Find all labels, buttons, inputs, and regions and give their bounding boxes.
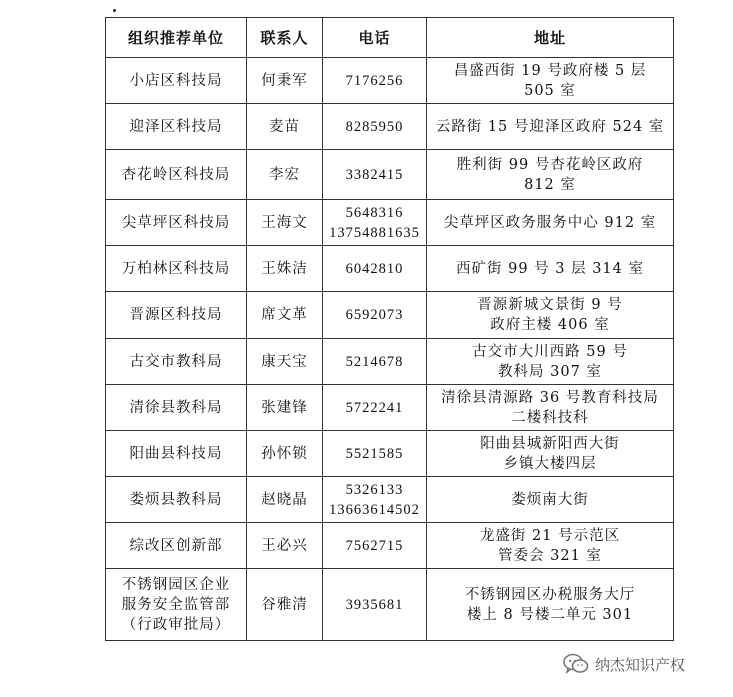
address-cell-text: 楼上 8 号楼二单元 301 (466, 606, 634, 623)
unit-cell (106, 58, 247, 104)
unit-cell (106, 150, 247, 200)
address-cell (427, 200, 674, 246)
unit-cell-text: 不锈钢园区企业 (121, 576, 231, 593)
table-row (106, 339, 674, 385)
unit-cell (106, 246, 247, 292)
address-cell-text: 不锈钢园区办税服务大厅 (464, 586, 636, 603)
contact-cell (247, 431, 323, 477)
unit-cell (106, 477, 247, 523)
table-row (106, 246, 674, 292)
contact-table (105, 17, 674, 641)
unit-cell (106, 523, 247, 569)
contact-cell (247, 385, 323, 431)
address-cell-text: 政府主楼 406 室 (490, 317, 610, 333)
phone-cell (323, 339, 427, 385)
table-row (106, 431, 674, 477)
contact-cell (247, 292, 323, 339)
unit-cell (106, 569, 247, 641)
address-cell (427, 569, 674, 641)
unit-cell-text: 杏花岭区科技局 (121, 166, 231, 183)
address-cell-text: 胜利街 99 号杏花岭区政府 (456, 156, 644, 173)
phone-cell (323, 104, 427, 150)
table-row (106, 569, 674, 641)
address-cell-text: 古交市大川西路 59 号 (472, 343, 628, 360)
contact-cell (247, 339, 323, 385)
unit-cell-text: 尖草坪区科技局 (121, 214, 231, 231)
address-cell-text: 清徐县清源路 36 号教育科技局 (441, 389, 659, 406)
unit-cell-text: 服务安全监管部 (121, 596, 231, 613)
contact-cell (247, 569, 323, 641)
unit-cell (106, 292, 247, 339)
unit-cell-text: 综改区创新部 (129, 537, 223, 554)
address-cell-text: 管委会 321 室 (498, 547, 602, 564)
contact-cell-text: 何秉军 (261, 72, 308, 89)
header-address: 地址 (427, 18, 674, 58)
address-cell-text: 龙盛街 21 号示范区 (479, 527, 621, 544)
table-row (106, 150, 674, 200)
stray-dot (113, 9, 116, 12)
address-cell-text: 乡镇大楼四层 (503, 455, 597, 472)
address-cell (427, 431, 674, 477)
phone-cell-text: 5326133 (345, 481, 404, 498)
unit-cell-text: （行政审批局） (121, 616, 231, 633)
address-cell (427, 292, 674, 339)
contact-cell-text: 王海文 (261, 214, 308, 231)
unit-cell (106, 385, 247, 431)
address-cell-text: 西矿街 99 号 3 层 314 室 (455, 260, 644, 277)
contact-cell (247, 104, 323, 150)
unit-cell (106, 200, 247, 246)
contact-cell-text: 李宏 (269, 166, 300, 183)
address-cell (427, 523, 674, 569)
address-cell-text: 二楼科技科 (511, 409, 589, 426)
header-phone: 电话 (323, 18, 427, 58)
phone-cell-text: 7562715 (345, 537, 404, 554)
address-cell-text: 505 室 (524, 82, 576, 99)
contact-cell-text: 麦苗 (269, 118, 300, 135)
watermark (563, 650, 685, 678)
table-row (106, 104, 674, 150)
unit-cell-text: 古交市教科局 (129, 353, 223, 370)
phone-cell (323, 150, 427, 200)
phone-cell-text: 8285950 (345, 118, 404, 135)
phone-cell (323, 569, 427, 641)
contact-cell (247, 523, 323, 569)
address-cell (427, 385, 674, 431)
unit-cell-text: 小店区科技局 (129, 72, 223, 89)
header-contact: 联系人 (247, 18, 323, 58)
phone-cell-text: 13663614502 (329, 501, 420, 518)
phone-cell (323, 385, 427, 431)
contact-cell (247, 150, 323, 200)
table-row (106, 385, 674, 431)
contact-cell (247, 58, 323, 104)
address-cell-text: 阳曲县城新阳西大街 (480, 435, 620, 452)
contact-cell-text: 张建锋 (261, 399, 308, 416)
phone-cell-text: 3935681 (345, 596, 404, 613)
unit-cell-text: 迎泽区科技局 (129, 118, 223, 135)
address-cell (427, 104, 674, 150)
phone-cell-text: 5521585 (345, 445, 404, 462)
header-unit: 组织推荐单位 (106, 18, 247, 58)
contact-cell-text: 赵晓晶 (261, 491, 308, 508)
address-cell (427, 58, 674, 104)
contact-cell-text: 席文革 (261, 307, 308, 323)
contact-cell-text: 谷雅清 (261, 596, 308, 613)
phone-cell (323, 292, 427, 339)
unit-cell (106, 431, 247, 477)
contact-cell-text: 孙怀锁 (261, 445, 308, 462)
phone-cell (323, 523, 427, 569)
wechat-icon (563, 652, 589, 676)
contact-cell-text: 王姝洁 (261, 260, 308, 277)
phone-cell (323, 58, 427, 104)
unit-cell-text: 阳曲县科技局 (129, 445, 223, 462)
address-cell-text: 尖草坪区政务服务中心 912 室 (443, 214, 657, 231)
contact-cell (247, 246, 323, 292)
unit-cell-text: 娄烦县教科局 (129, 491, 223, 508)
address-cell-text: 教科局 307 室 (498, 363, 602, 380)
phone-cell-text: 6042810 (345, 260, 404, 277)
phone-cell (323, 246, 427, 292)
phone-cell-text: 5648316 (345, 204, 404, 221)
phone-cell-text: 7176256 (345, 72, 404, 89)
phone-cell (323, 477, 427, 523)
unit-cell-text: 晋源区科技局 (129, 307, 223, 323)
table-row (106, 292, 674, 339)
phone-cell-text: 3382415 (345, 166, 404, 183)
contact-cell-text: 王必兴 (261, 537, 308, 554)
address-cell-text: 昌盛西街 19 号政府楼 5 层 (453, 62, 647, 79)
address-cell (427, 477, 674, 523)
watermark-text: 纳杰知识产权 (595, 655, 686, 674)
contact-cell-text: 康天宝 (261, 353, 308, 370)
contact-cell (247, 477, 323, 523)
contact-cell (247, 200, 323, 246)
address-cell-text: 812 室 (524, 176, 576, 193)
table-row (106, 200, 674, 246)
phone-cell-text: 6592073 (345, 307, 404, 323)
unit-cell (106, 339, 247, 385)
phone-cell (323, 431, 427, 477)
phone-cell-text: 5722241 (345, 399, 404, 416)
address-cell (427, 246, 674, 292)
unit-cell-text: 万柏林区科技局 (121, 260, 231, 277)
address-cell (427, 150, 674, 200)
address-cell-text: 晋源新城文景街 9 号 (477, 297, 623, 313)
table-header-row (106, 18, 674, 58)
address-cell (427, 339, 674, 385)
phone-cell (323, 200, 427, 246)
address-cell-text: 云路街 15 号迎泽区政府 524 室 (435, 118, 665, 135)
unit-cell (106, 104, 247, 150)
table-row (106, 523, 674, 569)
phone-cell-text: 5214678 (345, 353, 404, 370)
unit-cell-text: 清徐县教科局 (129, 399, 223, 416)
table-row (106, 58, 674, 104)
phone-cell-text: 13754881635 (329, 224, 420, 241)
table-row (106, 477, 674, 523)
address-cell-text: 娄烦南大街 (511, 491, 589, 508)
